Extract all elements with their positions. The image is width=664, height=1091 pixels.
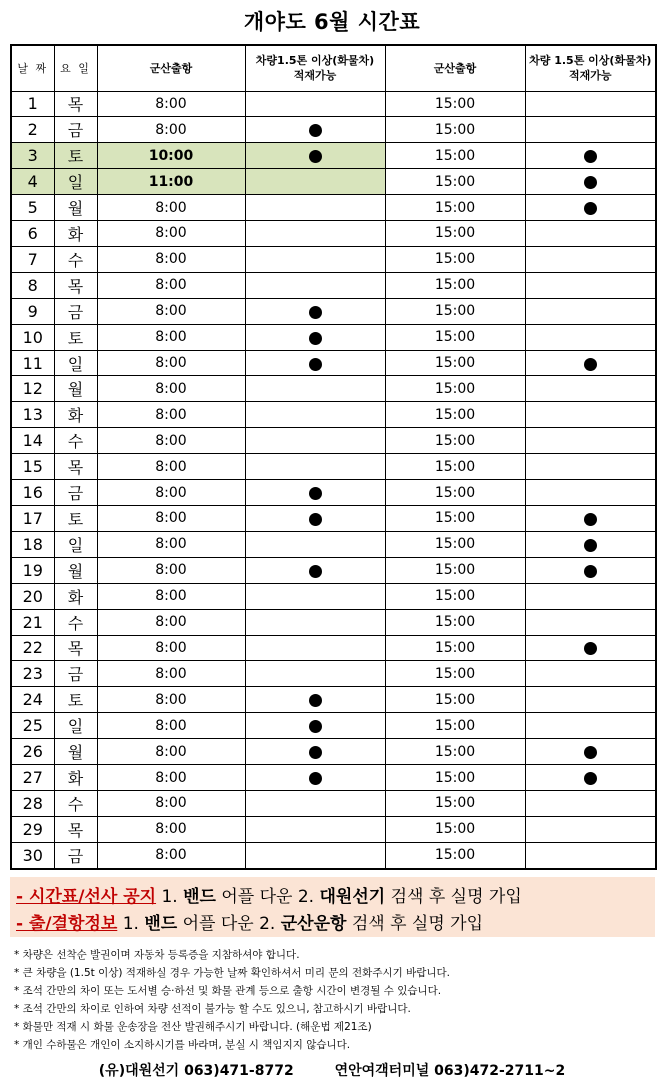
table-row (11, 402, 656, 428)
cell-vehicle-1 (245, 143, 385, 169)
table-row (11, 480, 656, 506)
cell-day: 20 (11, 583, 54, 609)
cell-gunsan-time: 8:00 (97, 195, 245, 221)
cell-weekday: 목 (54, 91, 97, 117)
cell-vehicle-1 (245, 454, 385, 480)
notice-step-1: 1. (161, 887, 178, 907)
cell-vehicle-2 (525, 480, 656, 506)
cell-day: 3 (11, 143, 54, 169)
cell-vehicle-2 (525, 91, 656, 117)
cell-weekday: 일 (54, 350, 97, 376)
cell-weekday: 목 (54, 272, 97, 298)
cell-vehicle-2 (525, 687, 656, 713)
cell-vehicle-1 (245, 117, 385, 143)
vehicle-available-dot-icon (309, 772, 322, 785)
vehicle-available-dot-icon (584, 539, 597, 552)
cell-gaeyado-time: 15:00 (385, 454, 525, 480)
cell-day: 19 (11, 557, 54, 583)
vehicle-available-dot-icon (584, 513, 597, 526)
cell-gaeyado-time: 15:00 (385, 842, 525, 869)
cell-weekday: 월 (54, 739, 97, 765)
cell-weekday: 수 (54, 609, 97, 635)
notice-search-term: 군산운항 (280, 914, 347, 934)
notice-tail: 검색 후 실명 가입 (390, 887, 522, 907)
cell-vehicle-2 (525, 790, 656, 816)
notice-box (10, 877, 655, 937)
cell-vehicle-2 (525, 454, 656, 480)
vehicle-available-dot-icon (309, 746, 322, 759)
cell-day: 15 (11, 454, 54, 480)
cell-vehicle-1 (245, 246, 385, 272)
vehicle-available-dot-icon (309, 150, 322, 163)
cell-day: 10 (11, 324, 54, 350)
cell-gaeyado-time: 15:00 (385, 428, 525, 454)
cell-day: 29 (11, 816, 54, 842)
cell-gaeyado-time: 15:00 (385, 324, 525, 350)
cell-vehicle-2 (525, 506, 656, 532)
cell-vehicle-2 (525, 143, 656, 169)
cell-weekday: 토 (54, 687, 97, 713)
table-row (11, 195, 656, 221)
cell-gunsan-time: 8:00 (97, 91, 245, 117)
cell-weekday: 토 (54, 143, 97, 169)
table-row (11, 531, 656, 557)
cell-vehicle-1 (245, 765, 385, 791)
page-title: 개야도 6월 시간표 (243, 10, 421, 34)
cell-vehicle-2 (525, 298, 656, 324)
vehicle-available-dot-icon (584, 772, 597, 785)
table-row (11, 842, 656, 869)
notice-label-operation: - 출/결항정보 (16, 914, 118, 934)
cell-gunsan-time: 8:00 (97, 402, 245, 428)
cell-gunsan-time: 8:00 (97, 713, 245, 739)
cell-day: 26 (11, 739, 54, 765)
table-row (11, 117, 656, 143)
table-row (11, 324, 656, 350)
contact-line (0, 1060, 664, 1080)
notice-step-1: 1. (122, 914, 139, 934)
cell-gunsan-time: 8:00 (97, 583, 245, 609)
cell-gunsan-time: 8:00 (97, 687, 245, 713)
cell-day: 9 (11, 298, 54, 324)
header-day: 날 짜 (11, 45, 54, 91)
table-row (11, 713, 656, 739)
note-item: * 큰 차량을 (1.5t 이상) 적재하실 경우 가능한 날짜 확인하셔서 미리 문의 전화주시기 바랍니다. (14, 967, 450, 979)
cell-day: 27 (11, 765, 54, 791)
cell-day: 14 (11, 428, 54, 454)
cell-vehicle-1 (245, 816, 385, 842)
notice-line-2 (16, 909, 483, 934)
cell-vehicle-1 (245, 376, 385, 402)
notice-step-2: 어플 다운 2. (221, 887, 315, 907)
vehicle-available-dot-icon (309, 565, 322, 578)
note-item: * 조석 간만의 차이 또는 도서별 승·하선 및 화물 관계 등으로 출항 시간이 변경될 수 있습니다. (14, 985, 442, 997)
cell-gaeyado-time: 15:00 (385, 816, 525, 842)
cell-weekday: 금 (54, 661, 97, 687)
cell-vehicle-2 (525, 765, 656, 791)
cell-day: 13 (11, 402, 54, 428)
notice-label-timetable: - 시간표/선사 공지 (16, 887, 157, 907)
cell-vehicle-2 (525, 195, 656, 221)
vehicle-available-dot-icon (309, 720, 322, 733)
cell-gaeyado-time: 15:00 (385, 91, 525, 117)
vehicle-available-dot-icon (309, 694, 322, 707)
cell-vehicle-2 (525, 713, 656, 739)
notice-search-term: 대원선기 (319, 887, 386, 907)
cell-gunsan-time: 8:00 (97, 350, 245, 376)
table-row (11, 635, 656, 661)
cell-vehicle-2 (525, 402, 656, 428)
note-item: * 조석 간만의 차이로 인하여 차량 선적이 불가능 할 수도 있으니, 참고하시기 바랍니다. (14, 1003, 411, 1015)
cell-vehicle-1 (245, 635, 385, 661)
table-row (11, 376, 656, 402)
table-row (11, 143, 656, 169)
cell-weekday: 목 (54, 454, 97, 480)
cell-gunsan-time: 8:00 (97, 298, 245, 324)
cell-vehicle-1 (245, 739, 385, 765)
cell-weekday: 일 (54, 531, 97, 557)
cell-gunsan-time: 8:00 (97, 661, 245, 687)
cell-day: 23 (11, 661, 54, 687)
cell-vehicle-1 (245, 324, 385, 350)
cell-weekday: 월 (54, 557, 97, 583)
table-row (11, 428, 656, 454)
cell-vehicle-1 (245, 842, 385, 869)
cell-gaeyado-time: 15:00 (385, 713, 525, 739)
cell-gunsan-time: 8:00 (97, 816, 245, 842)
vehicle-available-dot-icon (584, 176, 597, 189)
cell-gaeyado-time: 15:00 (385, 609, 525, 635)
table-row (11, 506, 656, 532)
cell-weekday: 화 (54, 221, 97, 247)
table-row (11, 661, 656, 687)
table-row (11, 765, 656, 791)
cell-gunsan-time: 8:00 (97, 739, 245, 765)
cell-vehicle-1 (245, 609, 385, 635)
cell-gaeyado-time: 15:00 (385, 402, 525, 428)
table-row (11, 609, 656, 635)
header-weekday: 요 일 (54, 45, 97, 91)
vehicle-available-dot-icon (584, 358, 597, 371)
note-item: * 개인 수하물은 개인이 소지하시기를 바라며, 분실 시 책임지지 않습니다. (14, 1039, 351, 1051)
vehicle-available-dot-icon (309, 487, 322, 500)
cell-vehicle-1 (245, 221, 385, 247)
cell-weekday: 토 (54, 324, 97, 350)
cell-vehicle-1 (245, 480, 385, 506)
cell-weekday: 수 (54, 246, 97, 272)
cell-gaeyado-time: 15:00 (385, 687, 525, 713)
cell-vehicle-2 (525, 428, 656, 454)
cell-weekday: 월 (54, 195, 97, 221)
cell-weekday: 금 (54, 298, 97, 324)
cell-vehicle-1 (245, 506, 385, 532)
cell-vehicle-1 (245, 583, 385, 609)
cell-vehicle-2 (525, 661, 656, 687)
note-item: * 차량은 선착순 발권이며 자동차 등록증을 지참하셔야 합니다. (14, 949, 300, 961)
schedule-table (10, 44, 657, 870)
cell-vehicle-1 (245, 713, 385, 739)
cell-weekday: 토 (54, 506, 97, 532)
cell-weekday: 월 (54, 376, 97, 402)
header-vehicle-2: 차량 1.5톤 이상(화물차) 적재가능 (525, 45, 656, 91)
cell-gaeyado-time: 15:00 (385, 531, 525, 557)
cell-gaeyado-time: 15:00 (385, 635, 525, 661)
cell-gunsan-time: 8:00 (97, 531, 245, 557)
cell-vehicle-2 (525, 117, 656, 143)
cell-day: 7 (11, 246, 54, 272)
cell-vehicle-1 (245, 298, 385, 324)
cell-vehicle-1 (245, 169, 385, 195)
cell-gunsan-time: 8:00 (97, 842, 245, 869)
cell-gaeyado-time: 15:00 (385, 246, 525, 272)
cell-day: 8 (11, 272, 54, 298)
cell-vehicle-1 (245, 195, 385, 221)
notice-tail: 검색 후 실명 가입 (351, 914, 484, 934)
cell-gunsan-time: 8:00 (97, 428, 245, 454)
contact-terminal: 연안여객터미널 063)472-2711~2 (334, 1063, 566, 1079)
cell-vehicle-1 (245, 272, 385, 298)
cell-vehicle-1 (245, 661, 385, 687)
cell-gaeyado-time: 15:00 (385, 221, 525, 247)
cell-vehicle-1 (245, 91, 385, 117)
cell-vehicle-2 (525, 842, 656, 869)
cell-day: 12 (11, 376, 54, 402)
cell-weekday: 금 (54, 117, 97, 143)
table-row (11, 246, 656, 272)
schedule-body (11, 91, 656, 869)
cell-day: 30 (11, 842, 54, 869)
cell-vehicle-2 (525, 246, 656, 272)
cell-gunsan-time: 8:00 (97, 117, 245, 143)
header-gaeyado-departure: 군산출항 (385, 45, 525, 91)
cell-gunsan-time: 8:00 (97, 506, 245, 532)
table-row (11, 272, 656, 298)
cell-vehicle-2 (525, 350, 656, 376)
cell-gunsan-time: 10:00 (97, 143, 245, 169)
cell-gaeyado-time: 15:00 (385, 506, 525, 532)
header-vehicle-1: 차량1.5톤 이상(화물차) 적재가능 (245, 45, 385, 91)
cell-day: 18 (11, 531, 54, 557)
table-row (11, 816, 656, 842)
cell-weekday: 화 (54, 402, 97, 428)
cell-day: 6 (11, 221, 54, 247)
cell-vehicle-1 (245, 402, 385, 428)
cell-weekday: 수 (54, 790, 97, 816)
cell-gunsan-time: 8:00 (97, 609, 245, 635)
cell-gunsan-time: 8:00 (97, 635, 245, 661)
cell-vehicle-1 (245, 790, 385, 816)
cell-gunsan-time: 8:00 (97, 221, 245, 247)
cell-gunsan-time: 8:00 (97, 790, 245, 816)
cell-day: 16 (11, 480, 54, 506)
cell-gunsan-time: 8:00 (97, 557, 245, 583)
cell-weekday: 화 (54, 765, 97, 791)
cell-gunsan-time: 8:00 (97, 246, 245, 272)
cell-day: 28 (11, 790, 54, 816)
notice-step-2: 어플 다운 2. (182, 914, 276, 934)
cell-gunsan-time: 8:00 (97, 454, 245, 480)
table-row (11, 687, 656, 713)
cell-vehicle-1 (245, 557, 385, 583)
cell-vehicle-1 (245, 531, 385, 557)
cell-gaeyado-time: 15:00 (385, 790, 525, 816)
notes-list (14, 946, 654, 1054)
table-row (11, 350, 656, 376)
cell-day: 4 (11, 169, 54, 195)
cell-gaeyado-time: 15:00 (385, 117, 525, 143)
vehicle-available-dot-icon (309, 513, 322, 526)
table-row (11, 739, 656, 765)
cell-vehicle-2 (525, 169, 656, 195)
vehicle-available-dot-icon (584, 642, 597, 655)
cell-gunsan-time: 8:00 (97, 765, 245, 791)
cell-day: 22 (11, 635, 54, 661)
cell-gaeyado-time: 15:00 (385, 195, 525, 221)
notice-app-name: 밴드 (183, 887, 216, 907)
table-row (11, 583, 656, 609)
cell-gunsan-time: 8:00 (97, 480, 245, 506)
table-header-row (11, 45, 656, 91)
vehicle-available-dot-icon (584, 565, 597, 578)
cell-gaeyado-time: 15:00 (385, 350, 525, 376)
cell-vehicle-2 (525, 583, 656, 609)
cell-vehicle-2 (525, 609, 656, 635)
cell-vehicle-2 (525, 557, 656, 583)
vehicle-available-dot-icon (584, 746, 597, 759)
cell-vehicle-1 (245, 428, 385, 454)
cell-gaeyado-time: 15:00 (385, 272, 525, 298)
cell-weekday: 목 (54, 635, 97, 661)
cell-gunsan-time: 11:00 (97, 169, 245, 195)
cell-day: 21 (11, 609, 54, 635)
cell-gaeyado-time: 15:00 (385, 739, 525, 765)
cell-gaeyado-time: 15:00 (385, 169, 525, 195)
cell-weekday: 수 (54, 428, 97, 454)
cell-vehicle-2 (525, 324, 656, 350)
cell-weekday: 목 (54, 816, 97, 842)
cell-vehicle-2 (525, 635, 656, 661)
table-row (11, 221, 656, 247)
cell-day: 1 (11, 91, 54, 117)
table-row (11, 298, 656, 324)
cell-day: 5 (11, 195, 54, 221)
cell-weekday: 금 (54, 842, 97, 869)
table-row (11, 557, 656, 583)
cell-gunsan-time: 8:00 (97, 376, 245, 402)
cell-vehicle-2 (525, 376, 656, 402)
vehicle-available-dot-icon (584, 202, 597, 215)
cell-gaeyado-time: 15:00 (385, 557, 525, 583)
cell-gaeyado-time: 15:00 (385, 298, 525, 324)
cell-vehicle-2 (525, 221, 656, 247)
cell-day: 11 (11, 350, 54, 376)
cell-gaeyado-time: 15:00 (385, 765, 525, 791)
cell-vehicle-1 (245, 687, 385, 713)
cell-weekday: 화 (54, 583, 97, 609)
cell-gaeyado-time: 15:00 (385, 143, 525, 169)
header-gunsan-departure: 군산출항 (97, 45, 245, 91)
cell-day: 2 (11, 117, 54, 143)
cell-gaeyado-time: 15:00 (385, 480, 525, 506)
note-item: * 화물만 적재 시 화물 운송장을 전산 발권해주시기 바랍니다. (해운법 제21조) (14, 1021, 372, 1033)
notice-line-1 (16, 882, 522, 907)
cell-day: 24 (11, 687, 54, 713)
cell-gunsan-time: 8:00 (97, 272, 245, 298)
cell-weekday: 금 (54, 480, 97, 506)
table-row (11, 169, 656, 195)
cell-day: 17 (11, 506, 54, 532)
table-row (11, 91, 656, 117)
vehicle-available-dot-icon (309, 124, 322, 137)
cell-vehicle-2 (525, 739, 656, 765)
table-row (11, 790, 656, 816)
vehicle-available-dot-icon (309, 306, 322, 319)
cell-weekday: 일 (54, 169, 97, 195)
cell-weekday: 일 (54, 713, 97, 739)
vehicle-available-dot-icon (309, 332, 322, 345)
cell-gaeyado-time: 15:00 (385, 376, 525, 402)
vehicle-available-dot-icon (584, 150, 597, 163)
cell-gunsan-time: 8:00 (97, 324, 245, 350)
cell-vehicle-2 (525, 531, 656, 557)
cell-gaeyado-time: 15:00 (385, 583, 525, 609)
cell-vehicle-1 (245, 350, 385, 376)
notice-app-name: 밴드 (144, 914, 178, 934)
cell-day: 25 (11, 713, 54, 739)
cell-gaeyado-time: 15:00 (385, 661, 525, 687)
cell-vehicle-2 (525, 816, 656, 842)
contact-company: (유)대원선기 063)471-8772 (98, 1063, 294, 1079)
table-row (11, 454, 656, 480)
vehicle-available-dot-icon (309, 358, 322, 371)
cell-vehicle-2 (525, 272, 656, 298)
